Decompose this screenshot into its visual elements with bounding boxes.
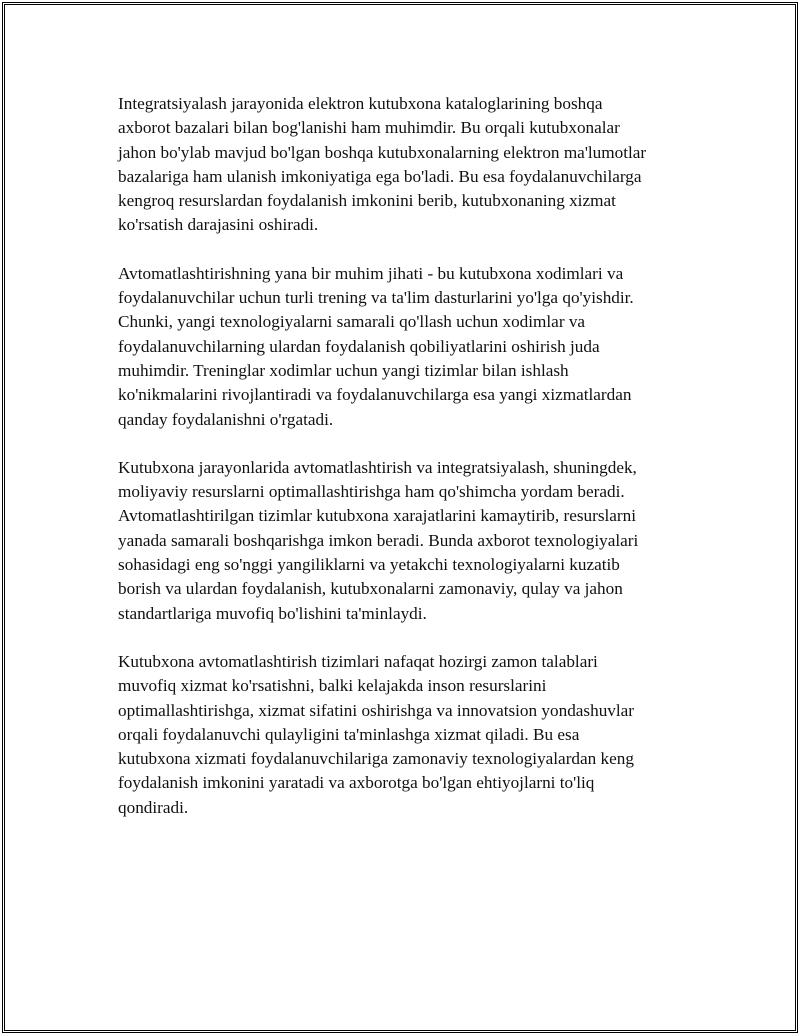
text-line: Chunki, yangi texnologiyalarni samarali qo'llash uchun xodimlar va xyxy=(118,312,586,332)
text-line: optimallashtirishga, xizmat sifatini oshirishga va innovatsion yondashuvlar xyxy=(118,700,635,720)
text-line: orqali foydalanuvchi qulayligini ta'minlashga xizmat qiladi. Bu esa xyxy=(118,724,580,744)
text-line: Kutubxona jarayonlarida avtomatlashtirish va integratsiyalash, shuningdek, xyxy=(118,457,637,477)
text-line: Integratsiyalash jarayonida elektron kutubxona kataloglarining boshqa xyxy=(118,94,603,113)
text-line: Kutubxona avtomatlashtirish tizimlari nafaqat hozirgi zamon talablari xyxy=(118,651,598,671)
text-line: bazalariga ham ulanish imkoniyatiga ega bo'ladi. Bu esa foydalanuvchilarga xyxy=(118,166,642,186)
text-line: jahon bo'ylab mavjud bo'lgan boshqa kutubxonalarning elektron ma'lumotlar xyxy=(118,142,647,162)
text-line: yanada samarali boshqarishga imkon beradi. Bunda axborot texnologiyalari xyxy=(118,530,639,550)
text-line: Avtomatlashtirilgan tizimlar kutubxona xarajatlarini kamaytirib, resurslarni xyxy=(118,506,637,526)
text-line: kengroq resurslardan foydalanish imkonini berib, kutubxonaning xizmat xyxy=(118,191,616,211)
text-line: standartlariga muvofiq bo'lishini ta'minlaydi. xyxy=(118,603,427,623)
text-line: sohasidagi eng so'nggi yangiliklarni va yetakchi texnologiyalarni kuzatib xyxy=(118,555,620,575)
text-line: ko'rsatish darajasini oshiradi. xyxy=(118,215,319,235)
text-line: qanday foydalanishni o'rgatadi. xyxy=(118,409,334,429)
text-line: Avtomatlashtirishning yana bir muhim jihati - bu kutubxona xodimlari va xyxy=(118,263,624,283)
text-line: ko'nikmalarini rivojlantiradi va foydalanuvchilarga esa yangi xizmatlardan xyxy=(118,385,632,405)
text-line: foydalanish imkonini yaratadi va axborotga bo'lgan ehtiyojlarni to'liq xyxy=(118,773,595,793)
paragraph-2 xyxy=(118,262,698,432)
paragraph-4 xyxy=(118,650,698,820)
text-line: kutubxona xizmati foydalanuvchilariga zamonaviy texnologiyalardan keng xyxy=(118,749,634,769)
paragraph-3 xyxy=(118,456,698,626)
text-line: foydalanuvchilar uchun turli trening va ta'lim dasturlarini yo'lga qo'yishdir. xyxy=(118,288,634,308)
text-line: qondiradi. xyxy=(118,797,189,817)
text-line: borish va ulardan foydalanish, kutubxonalarni zamonaviy, qulay va jahon xyxy=(118,579,623,599)
text-line: muvofiq xizmat ko'rsatishni, balki kelajakda inson resurslarini xyxy=(118,676,547,696)
text-line: foydalanuvchilarning ulardan foydalanish qobiliyatlarini oshirish juda xyxy=(118,336,600,356)
text-line: muhimdir. Treninglar xodimlar uchun yangi tizimlar bilan ishlash xyxy=(118,360,569,380)
text-line: moliyaviy resurslarni optimallashtirishga ham qo'shimcha yordam beradi. xyxy=(118,482,625,502)
paragraph-1 xyxy=(118,92,698,238)
text-line: axborot bazalari bilan bog'lanishi ham muhimdir. Bu orqali kutubxonalar xyxy=(118,118,620,138)
document-body xyxy=(118,92,698,844)
